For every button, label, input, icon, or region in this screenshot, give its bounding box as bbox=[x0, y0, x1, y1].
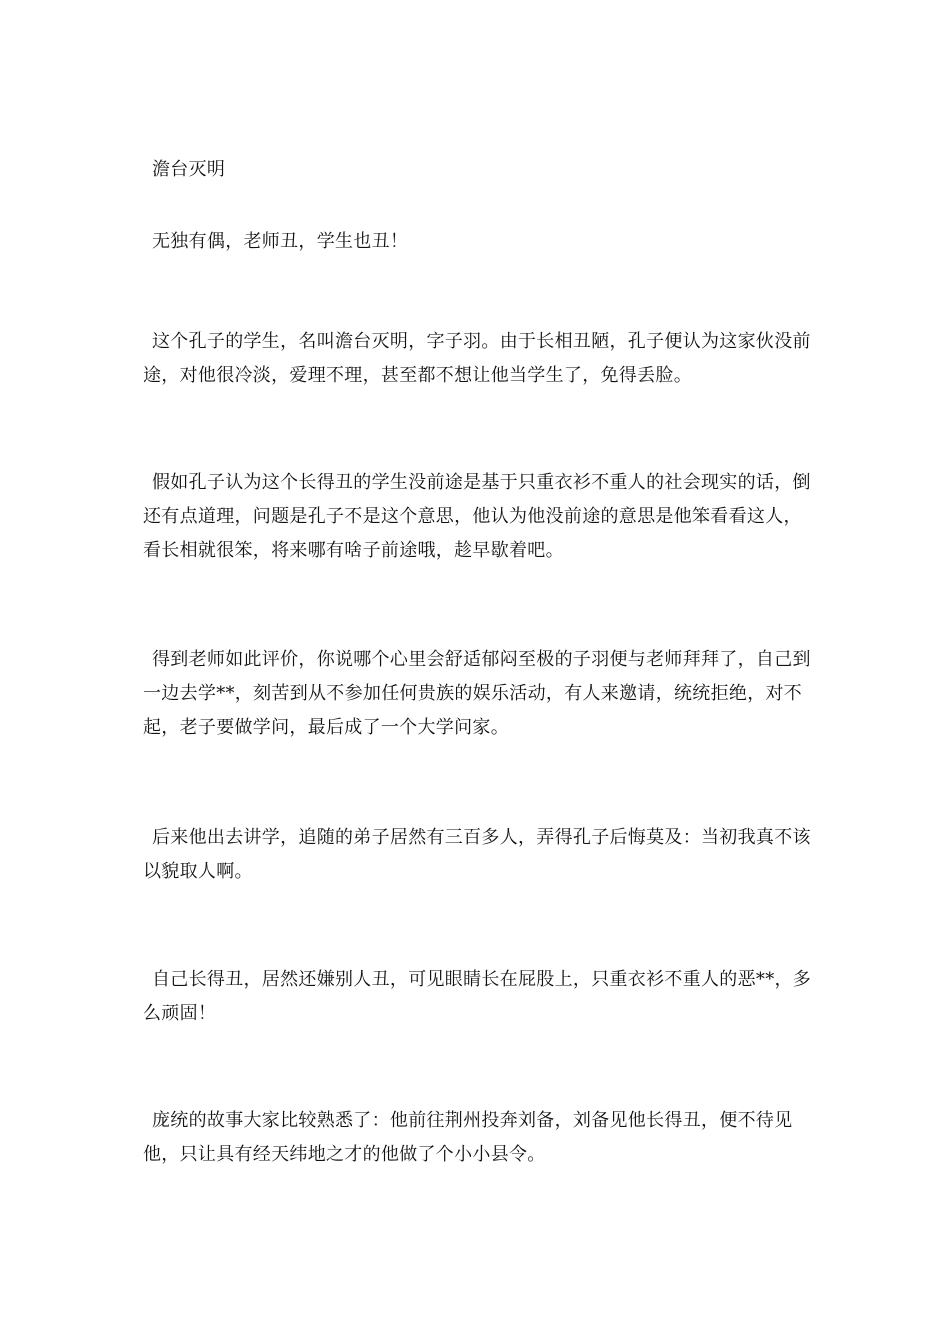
paragraph-1: 无独有偶，老师丑，学生也丑！ bbox=[152, 231, 409, 252]
document-title: 澹台灭明 bbox=[152, 159, 226, 180]
paragraph-3: 假如孔子认为这个长得丑的学生没前途是基于只重衣衫不重人的社会现实的话，倒还有点道理，问题是孔子不是这个意思，他认为他没前途的意思是他笨看看这人，看长相就很笨，将来哪有啥子前途哦，趁早歇着吧。 bbox=[143, 472, 811, 561]
paragraph-5: 后来他出去讲学，追随的弟子居然有三百多人，弄得孔子后悔莫及：当初我真不该以貌取人啊。 bbox=[143, 827, 811, 882]
paragraph-6: 自己长得丑，居然还嫌别人丑，可见眼睛长在屁股上，只重衣衫不重人的恶**，多么顽固！ bbox=[143, 969, 812, 1024]
paragraph-4: 得到老师如此评价，你说哪个心里会舒适郁闷至极的子羽便与老师拜拜了，自己到一边去学**，刻苦到从不参加任何贵族的娱乐活动，有人来邀请，统统拒绝，对不起，老子要做学问，最后成了一个大学问家。 bbox=[143, 649, 811, 738]
paragraph-2: 这个孔子的学生，名叫澹台灭明，字子羽。由于长相丑陋，孔子便认为这家伙没前途，对他很冷淡，爱理不理，甚至都不想让他当学生了，免得丢脸。 bbox=[143, 331, 811, 386]
paragraph-7: 庞统的故事大家比较熟悉了：他前往荆州投奔刘备，刘备见他长得丑，便不待见他，只让具有经天纬地之才的他做了个小小县令。 bbox=[143, 1110, 793, 1165]
